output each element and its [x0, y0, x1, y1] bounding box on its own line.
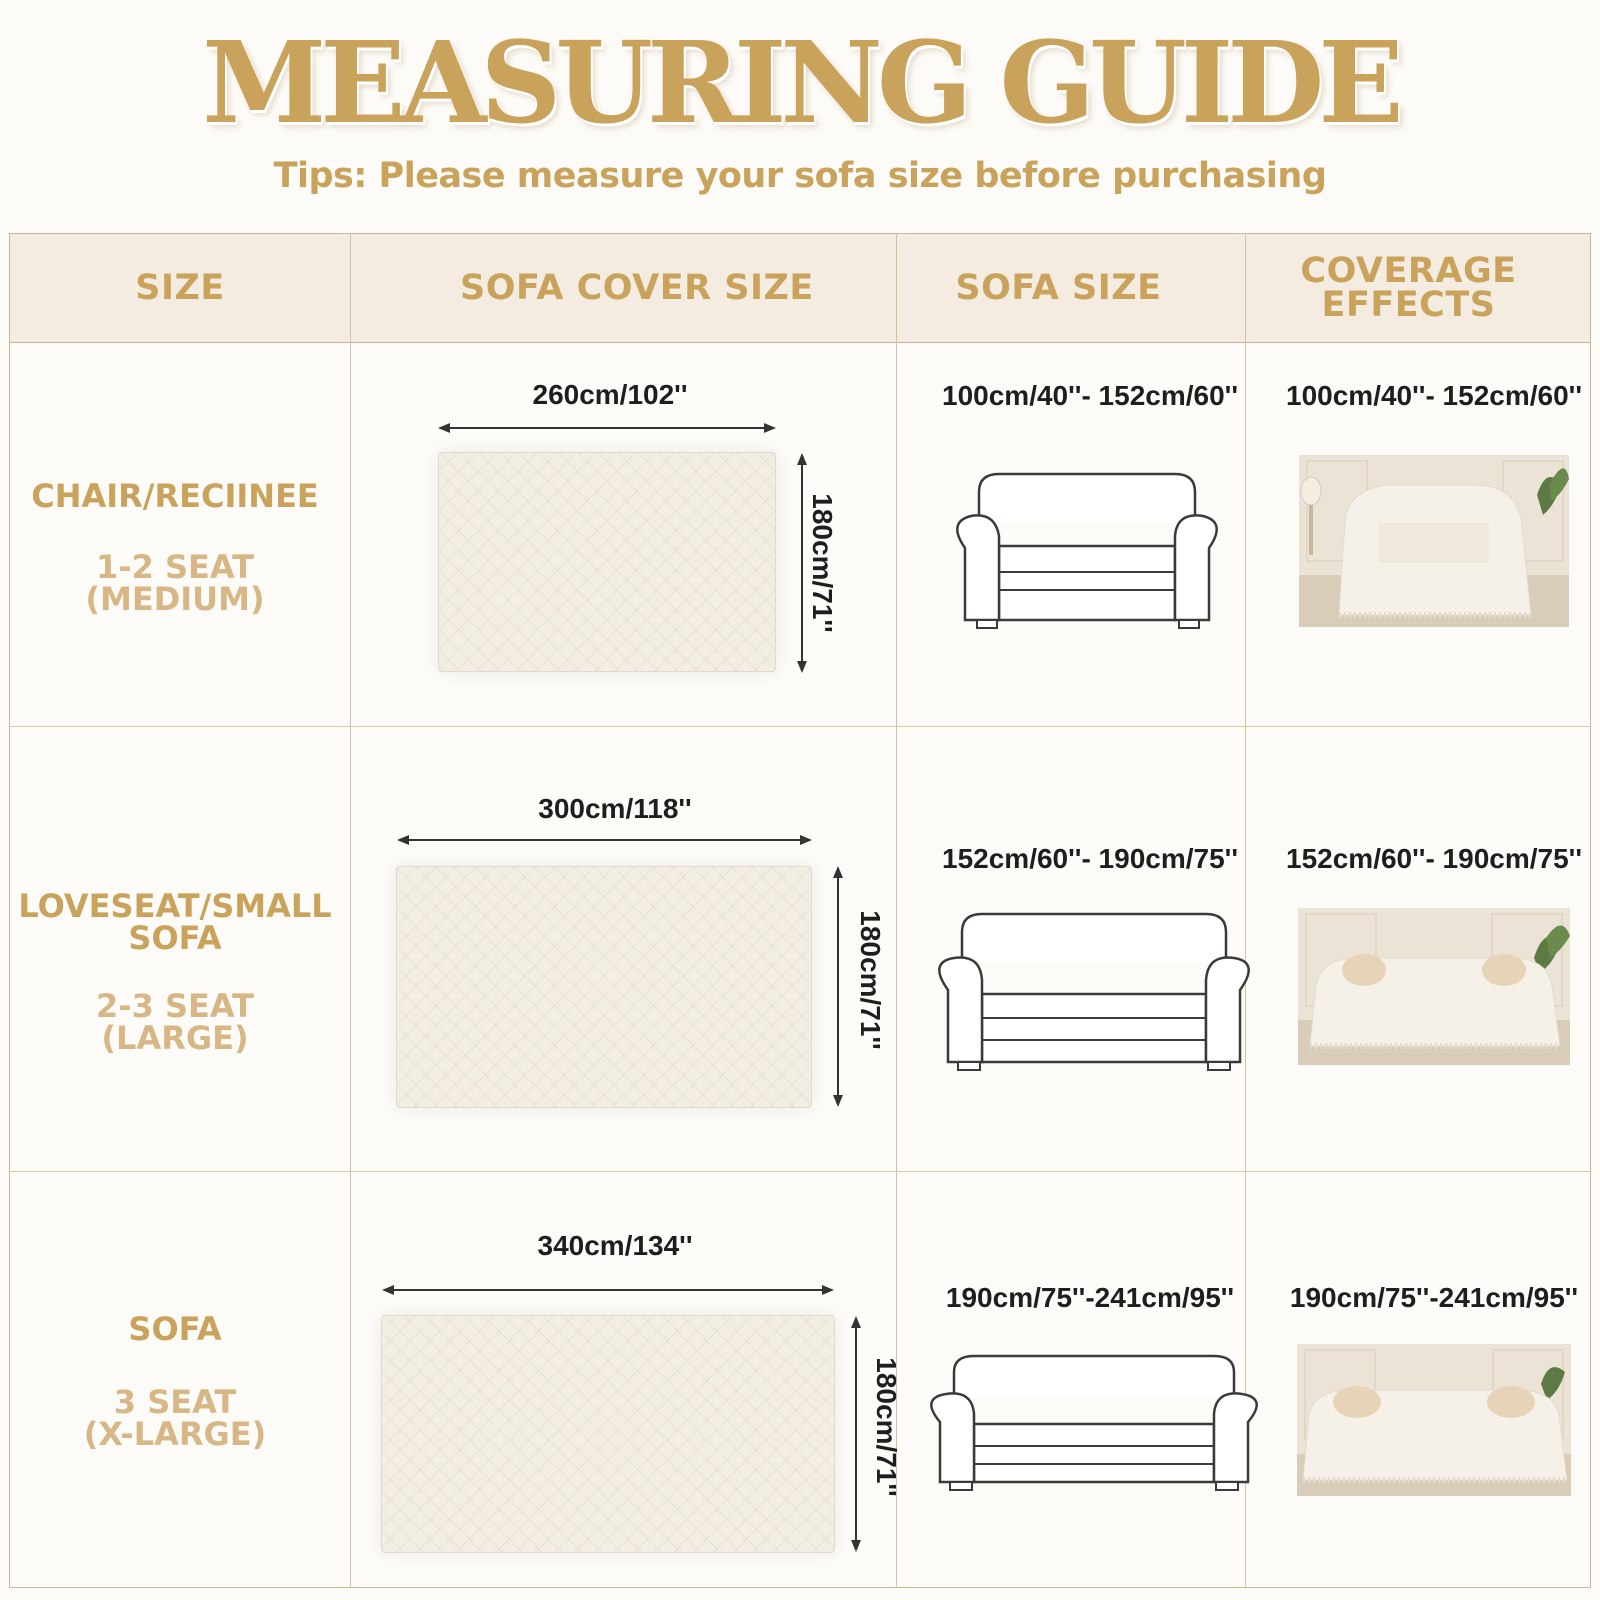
- header-size: SIZE: [135, 268, 225, 308]
- cover-width-label: 340cm/134'': [537, 1230, 693, 1261]
- cover-rectangle: [381, 1315, 835, 1553]
- sofa-size-label: 100cm/40''- 152cm/60'': [942, 380, 1238, 411]
- row-size-name: CHAIR/RECIINEE: [31, 477, 319, 515]
- sofa-icon: [928, 1352, 1260, 1492]
- cover-height-label: 180cm/71'': [855, 910, 886, 1050]
- cover-height-label: 180cm/71'': [871, 1357, 902, 1497]
- row-seat: 1-2 SEAT: [96, 548, 254, 586]
- row-seat: 2-3 SEAT: [96, 987, 254, 1025]
- row-size-name: SOFA: [128, 1310, 222, 1348]
- header-sofa-size: SOFA SIZE: [955, 268, 1162, 308]
- row-size-name: LOVESEAT/SMALL SOFA: [18, 887, 332, 957]
- sofa-size-label: 152cm/60''- 190cm/75'': [942, 843, 1238, 874]
- row-seat: 3 SEAT: [113, 1383, 237, 1421]
- header-sofa-cover-size: SOFA COVER SIZE: [460, 268, 814, 308]
- header-coverage-effects: COVERAGE EFFECTS: [1300, 251, 1517, 325]
- sofa-size-label: 190cm/75''-241cm/95'': [945, 1282, 1235, 1313]
- page-subtitle: Tips: Please measure your sofa size before purchasing: [273, 156, 1327, 196]
- page-title: MEASURING GUIDE: [202, 18, 1398, 149]
- cover-height-label: 180cm/71'': [807, 493, 838, 633]
- coverage-photo-sofa: [1297, 1344, 1571, 1496]
- cover-width-label: 300cm/118'': [538, 793, 692, 824]
- coverage-label: 152cm/60''- 190cm/75'': [1286, 843, 1582, 874]
- coverage-label: 190cm/75''-241cm/95'': [1289, 1282, 1579, 1313]
- row-seat-size: (X-LARGE): [83, 1415, 267, 1453]
- row-seat-size: (MEDIUM): [85, 580, 265, 618]
- cover-width-label: 260cm/102'': [532, 379, 688, 410]
- coverage-label: 100cm/40''- 152cm/60'': [1286, 380, 1582, 411]
- row-seat-size: (LARGE): [101, 1019, 249, 1057]
